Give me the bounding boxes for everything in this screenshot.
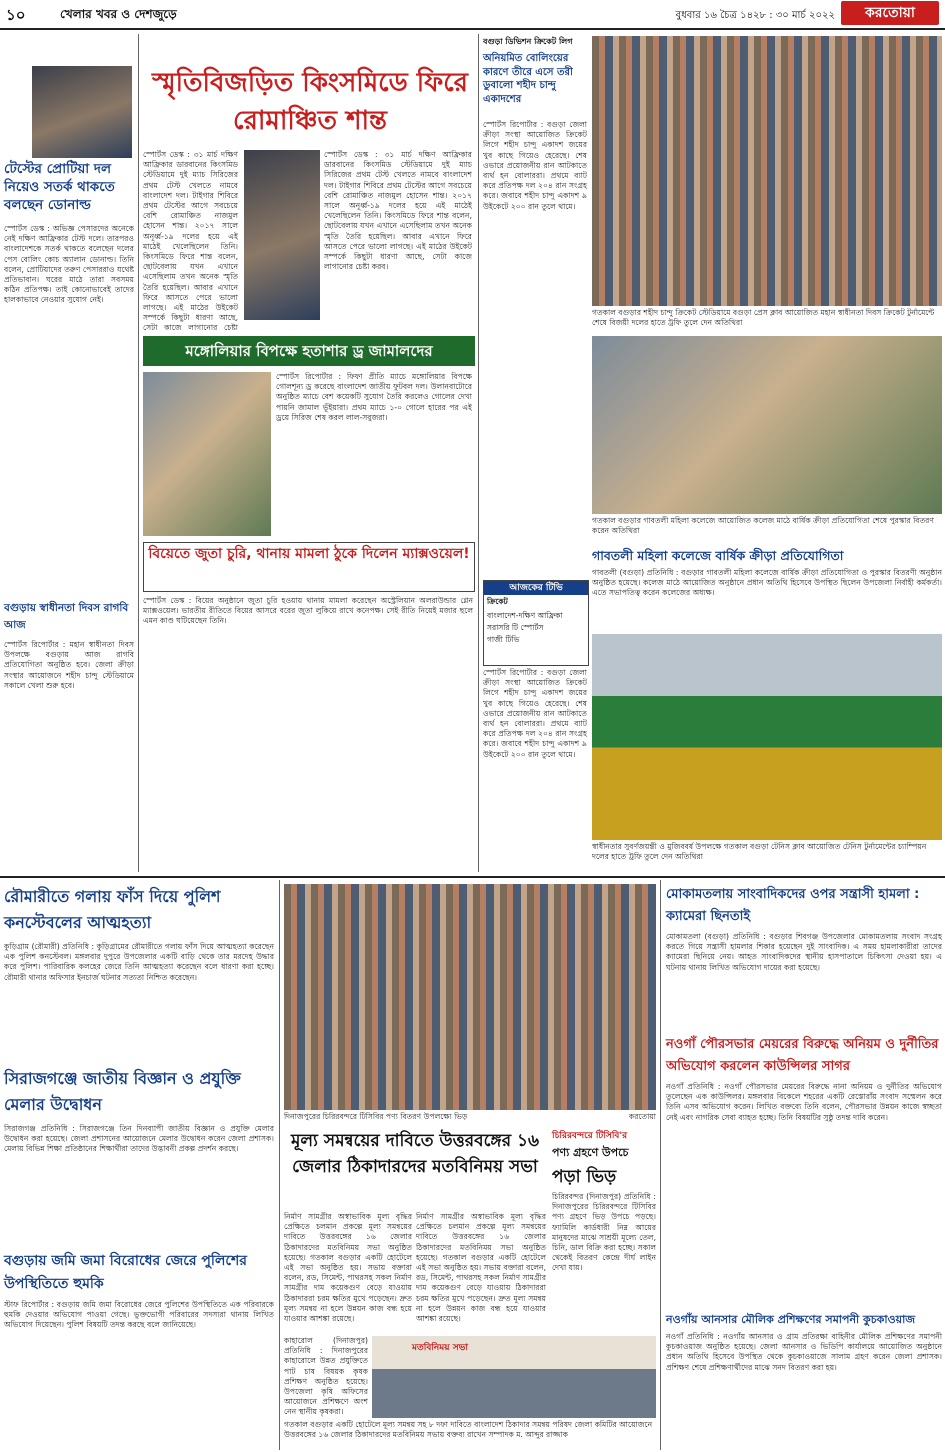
maxwell-photo [143,372,271,536]
newspaper-logo: করতোয়া [841,1,939,25]
maxwell-headline: বিয়েতে জুতা চুরি, থানায় মামলা ঠুকে দিলেন ম্যাক্সওয়েল! [143,542,475,592]
ansar-body: নওগাঁ প্রতিনিধি : নওগাঁয় আনসার ও গ্রাম প্রতিরক্ষা বাহিনীর মৌলিক প্রশিক্ষণের সমাপনী কুচকাওয়াজ অনুষ্ঠিত হয়েছে। জেলা আনসার ও ভিডিপি কার্যালয়ে আয়োজিত অনুষ্ঠানে প্রধান অতিথি হিসেবে উপস্থিত থেকে কুচকাওয়াজে সালাম গ্রহণ করেন জেলা প্রশাসক। প্রশিক্ষণ শেষে প্রশিক্ষণার্থীদের মাঝে সনদ বিতরণ করা হয়। [666,1332,942,1372]
bogura-land-headline: বগুড়ায় জমি জমা বিরোধের জেরে পুলিশের উপস্থিতিতে হুমকি [4,1253,247,1292]
cricket-photo-caption: গতকাল বগুড়ার শহীদ চান্দু ক্রিকেট স্টেডিয়ামে বগুড়া প্রেস ক্লাব আয়োজিত মহান স্বাধীনতা দিবস ক্রিকেট টুর্নামেন্টে শেষে বিজয়ী দলের হাতে ট্রফি তুলে দেন অতিথিরা [592,308,935,327]
tcb-crowd-photo [284,884,656,1110]
tennis-photo [592,634,942,840]
sirajganj-body: সিরাজগঞ্জ প্রতিনিধি : সিরাজগঞ্জে তিন দিনব্যাপী জাতীয় বিজ্ঞান ও প্রযুক্তি মেলার উদ্বোধন করা হয়েছে। জেলা প্রশাসনের আয়োজনে মেলার উদ্বোধন করেন জেলা প্রশাসক। মেলায় বিভিন্ন শিক্ষা প্রতিষ্ঠানের শিক্ষার্থীরা তাদের উদ্ভাবনী প্রকল্প প্রদর্শন করছে। [4,1124,274,1154]
cricket-body: স্পোর্টস রিপোর্টার : বগুড়া জেলা ক্রীড়া সংস্থা আয়োজিত ক্রিকেট লিগে শহীদ চান্দু একাদশ জয়ের খুব কাছে গিয়েও হেরেছে। শেষ ওভারে প্রয়োজনীয় রান আটকাতে ব্যর্থ হন বোলাররা। প্রথমে ব্যাট করে প্রতিপক্ষ দল ২০৪ রান সংগ্রহ করে। জবাবে শহীদ চান্দু একাদশ ৯ উইকেটে ২০০ রান তুলে থামে। [483,120,587,211]
donald-body: স্পোর্টস ডেস্ক : অভিজ্ঞ পেসারদের অনেকে নেই দক্ষিণ আফ্রিকার টেস্ট দলে। তারপরও বাংলাদেশকে সতর্ক থাকতে বলেছেন দলের পেস বোলিং কোচ অ্যালান ডোনাল্ড। তিনি বলেন, প্রোটিয়াদের তরুণ পেসাররাও যথেষ্ট প্রতিভাবান। ঘরের মাঠে তারা সবসময় কঠিন প্রতিপক্ষ। তাই কোনোভাবেই তাদের হালকাভাবে নেওয়ার সুযোগ নেই। [4,224,134,305]
issue-date: বুধবার ১৬ চৈত্র ১৪২৮ : ৩০ মার্চ ২০২২ [675,10,835,21]
page-header [0,0,945,30]
meeting-caption: গতকাল বগুড়ার একটি হোটেলে মূল্য সমন্বয় সহ ৮ দফা দাবিতে বাংলাদেশ ঠিকাদার সমন্বয় পরিষদ জেলা কমিটির আয়োজনে উত্তরবঙ্গের ১৬ জেলার ঠিকাদারদের মতবিনিময় সভায় বক্তব্য রাখেন সম্পাদক ম. আব্দুর রাজ্জাক [284,1420,653,1439]
mokamtala-body: মোকামতলা (বগুড়া) প্রতিনিধি : বগুড়ার শিবগঞ্জ উপজেলার মোকামতলায় সংবাদ সংগ্রহ করতে গিয়ে সন্ত্রাসী হামলার শিকার হয়েছেন দুই সাংবাদিক। এ সময় হামলাকারীরা তাদের ক্যামেরা ছিনিয়ে নেয়। আহত সাংবাদিকদের স্থানীয় হাসপাতালে চিকিৎসা দেওয়া হয়। এ ঘটনায় থানায় লিখিত অভিযোগ দায়ের করা হয়েছে। [666,932,942,972]
mokamtala-headline: মোকামতলায় সাংবাদিকদের ওপর সন্ত্রাসী হামলা : ক্যামেরা ছিনতাই [666,887,920,924]
tcb-photo-credit: করতোয়া [628,1112,656,1121]
meeting-photo [372,1336,656,1418]
tennis-photo-caption: স্বাধীনতার সুবর্ণজয়ন্তী ও মুজিববর্ষ উপলক্ষে গতকাল বগুড়া টেনিস ক্লাব আয়োজিত টেনিস টুর্নামেন্টের চ্যাম্পিয়ন দলের হাতে ট্রফি তুলে দেন অতিথিরা [592,842,927,861]
cricket-body-cont: স্পোর্টস রিপোর্টার : বগুড়া জেলা ক্রীড়া সংস্থা আয়োজিত ক্রিকেট লিগে শহীদ চান্দু একাদশ জয়ের খুব কাছে গিয়েও হেরেছে। শেষ ওভারে প্রয়োজনীয় রান আটকাতে ব্যর্থ হন বোলাররা। প্রথমে ব্যাট করে প্রতিপক্ষ দল ২০৪ রান সংগ্রহ করে। জবাবে শহীদ চান্দু একাদশ ৯ উইকেটে ২০০ রান তুলে থামে। [483,668,587,759]
tcb-headline-1: পণ্য গ্রহণে উপচে [552,1146,629,1159]
bogura-land-body: স্টাফ রিপোর্টার : বগুড়ায় জমি জমা বিরোধের জেরে পুলিশের উপস্থিতিতে এক পরিবারকে হুমকি দেওয়ার অভিযোগ পাওয়া গেছে। ভুক্তভোগী পরিবারের সদস্যরা থানায় লিখিত অভিযোগ দিয়েছেন। পুলিশ বিষয়টি তদন্ত করছে বলে জানিয়েছে। [4,1300,274,1330]
ansar-headline: নওগাঁয় আনসার মৌলিক প্রশিক্ষণের সমাপনী কুচকাওয়াজ [666,1313,916,1326]
mongolia-headline: মঙ্গোলিয়ার বিপক্ষে হতাশার ড্র জামালদের [143,336,475,366]
cricket-trophy-photo [592,36,942,306]
donald-photo [32,66,132,158]
gabtoli-photo-caption: গতকাল বগুড়ার গাবতলী মহিলা কলেজে আয়োজিত কলেজ মাঠে বার্ষিক ক্রীড়া প্রতিযোগিতা শেষে পুরস্কার বিতরণ করেন অতিথিরা [592,516,934,535]
today-tv-item: বাংলাদেশ-দক্ষিণ আফ্রিকা [487,611,563,620]
today-tv-item: সরাসরি টি স্পোর্টস [487,623,544,632]
kaharol-body: কাহারোল (দিনাজপুর) প্রতিনিধি : দিনাজপুরের কাহারোলে উন্নত প্রযুক্তিতে পাট চাষ বিষয়ক কৃষক প্রশিক্ষণ অনুষ্ঠিত হয়েছে। উপজেলা কৃষি অফিসের আয়োজনে প্রশিক্ষণে অংশ নেন স্থানীয় কৃষকরা। [284,1336,368,1417]
today-tv-box [483,580,589,666]
main-story-body-1: স্পোর্টস ডেস্ক : ৩১ মার্চ দক্ষিণ আফ্রিকার ডারবানের কিংসমিড স্টেডিয়ামে দুই ম্যাচ সিরিজের প্রথম টেস্ট খেলতে নামবে বাংলাদেশ দল। টাইগার শিবিরে প্রথম টেস্টের আগে সবচেয়ে বেশি রোমাঞ্চিত নাজমুল হোসেন শান্ত। ২০১৭ সালে অনূর্ধ্ব-১৯ দলের হয়ে এই মাঠেই খেলেছিলেন তিনি। কিংসমিডে ফিরে শান্ত বলেন, ছোটবেলায় যখন এখানে এসেছিলাম তখন অনেক স্মৃতি তৈরি হয়েছিল। আবার এখানে ফিরে আসতে পেরে ভালো লাগছে। এই মাঠের উইকেট সম্পর্কে কিছুটা ধারণা আছে, সেটা কাজে লাগানোর চেষ্টা [143,150,238,333]
page-number: ১০ [6,6,26,24]
naogaon-headline: নওগাঁ পৌরসভার মেয়রের বিরুদ্ধে অনিয়ম ও দুর্নীতির অভিযোগ করলেন কাউন্সিলর সাগর [666,1037,939,1074]
sirajganj-headline: সিরাজগঞ্জে জাতীয় বিজ্ঞান ও প্রযুক্তি মেলার উদ্বোধন [4,1069,241,1114]
contractor-body-1: নির্মাণ সামগ্রীর অস্বাভাবিক মূল্য বৃদ্ধির প্রেক্ষিতে চলমান প্রকল্পে মূল্য সমন্বয়ের দাবিতে উত্তরবঙ্গের ১৬ জেলার ঠিকাদারদের মতবিনিময় সভা অনুষ্ঠিত হয়েছে। গতকাল বগুড়ার একটি হোটেলে এই সভা অনুষ্ঠিত হয়। সভায় বক্তারা বলেন, রড, সিমেন্ট, পাথরসহ সকল নির্মাণ সামগ্রীর দাম কয়েকগুণ বেড়ে যাওয়ায় ঠিকাদাররা চরম ক্ষতির মুখে পড়েছেন। দ্রুত মূল্য সমন্বয় না হলে উন্নয়ন কাজ বন্ধ হয়ে যাওয়ার আশঙ্কা রয়েছে। [284,1212,412,1324]
tcb-body: চিরিরবন্দর (দিনাজপুর) প্রতিনিধি : দিনাজপুরের চিরিরবন্দরে টিসিবির পণ্য গ্রহণে ভিড় উপচে পড়ছে। ফ্যামিলি কার্ডধারী নিম্ন আয়ের মানুষদের মাঝে সাশ্রয়ী মূল্যে তেল, চিনি, ডাল বিক্রি করা হচ্ছে। সকাল থেকেই বিতরণ কেন্দ্রে দীর্ঘ লাইন দেখা যায়। [552,1192,656,1273]
naogaon-body: নওগাঁ প্রতিনিধি : নওগাঁ পৌরসভার মেয়রের বিরুদ্ধে নানা অনিয়ম ও দুর্নীতির অভিযোগ তুলেছেন এক কাউন্সিলর। মঙ্গলবার বিকেলে শহরের একটি রেস্তোরাঁয় সংবাদ সম্মেলন করে তিনি এসব অভিযোগ করেন। লিখিত বক্তব্যে তিনি বলেন, পৌরসভার উন্নয়ন কাজে স্বচ্ছতা নেই এবং নাগরিক সেবা ব্যাহত হচ্ছে। তিনি বিষয়টির সুষ্ঠু তদন্ত দাবি করেন। [666,1082,942,1122]
section-title: খেলার খবর ও দেশজুড়ে [60,7,177,21]
today-tv-item: গাজী টিভি [487,635,520,644]
cricket-headline: অনিয়মিত বোলিংয়ের কারণে তীরে এসে তরী ডুবালো শহীদ চান্দু একাদশের [483,53,573,105]
today-tv-title: আজকের টিভি [484,581,588,595]
tcb-headline-2: পড়া ভিড় [552,1167,617,1187]
gabtoli-headline: গাবতলী মহিলা কলেজে বার্ষিক ক্রীড়া প্রতিযোগিতা [592,548,844,563]
main-headline: স্মৃতিবিজড়িত কিংসমিডে ফিরে রোমাঞ্চিত শান্ত [152,68,468,136]
tcb-kicker: চিরিরবন্দরে টিসিবি'র [552,1131,628,1141]
mongolia-body: স্পোর্টস রিপোর্টার : ফিফা প্রীতি ম্যাচে মঙ্গোলিয়ার বিপক্ষে গোলশূন্য ড্র করেছে বাংলাদেশ জাতীয় ফুটবল দল। উলানবাটোরে অনুষ্ঠিত ম্যাচে বেশ কয়েকটি সুযোগ তৈরি করলেও গোলের দেখা পায়নি জামাল ভূঁইয়ারা। প্রথম ম্যাচে ১-০ গোলে হারের পর এই ড্রয়ে সিরিজ শেষ করল লাল-সবুজরা। [276,372,472,422]
contractor-headline: মূল্য সমন্বয়ের দাবিতে উত্তরবঙ্গের ১৬ জেলার ঠিকাদারদের মতবিনিময় সভা [290,1131,540,1177]
roumari-headline: রৌমারীতে গলায় ফাঁস দিয়ে পুলিশ কনস্টেবলের আত্মহত্যা [4,887,221,932]
gabtoli-body: গাবতলী (বগুড়া) প্রতিনিধি : বগুড়ার গাবতলী মহিলা কলেজে বার্ষিক ক্রীড়া প্রতিযোগিতা ও পুরস্কার বিতরণী অনুষ্ঠান অনুষ্ঠিত হয়েছে। কলেজ মাঠে আয়োজিত অনুষ্ঠানে প্রধান অতিথি হিসেবে উপস্থিত ছিলেন উপজেলা নির্বাহী কর্মকর্তা। এতে সভাপতিত্ব করেন কলেজের অধ্যক্ষ। [592,568,942,598]
independence-headline: বগুড়ায় স্বাধীনতা দিবস রাগবি আজ [4,602,129,631]
cricket-kicker: বগুড়া ডিভিশন ক্রিকেট লিগ [483,37,573,46]
shanto-photo [244,150,320,320]
roumari-body: কুড়িগ্রাম (রৌমারী) প্রতিনিধি : কুড়িগ্রামের রৌমারীতে গলায় ফাঁস দিয়ে আত্মহত্যা করেছেন এক পুলিশ কনস্টেবল। মঙ্গলবার দুপুরে উপজেলার একটি বাড়ি থেকে তার মরদেহ উদ্ধার করে পুলিশ। পারিবারিক কলহের জেরে তিনি আত্মহত্যা করেছেন বলে ধারণা করা হচ্ছে। রৌমারী থানার অফিসার ইনচার্জ ঘটনার সত্যতা নিশ্চিত করেছেন। [4,942,274,982]
tcb-photo-caption: দিনাজপুরের চিরিরবন্দরে টিসিবির পণ্য বিতরণ উপলক্ষ্যে ভিড় [284,1112,468,1121]
independence-body: স্পোর্টস রিপোর্টার : মহান স্বাধীনতা দিবস উপলক্ষে বগুড়ায় আজ রাগবি প্রতিযোগিতা অনুষ্ঠিত হবে। জেলা ক্রীড়া সংস্থার আয়োজনে শহীদ চান্দু স্টেডিয়ামে সকালে খেলা শুরু হবে। [4,640,134,690]
maxwell-body: স্পোর্টস ডেস্ক : বিয়ের অনুষ্ঠানে জুতা চুরি হওয়ায় থানায় মামলা করেছেন অস্ট্রেলিয়ান অলরাউন্ডার গ্লেন ম্যাক্সওয়েল। ভারতীয় রীতিতে বিয়ের আসরে বরের জুতা লুকিয়ে রাখে কনেপক্ষ। সেই রীতি নিয়েই মজার ছলে এমন কাণ্ড ঘটিয়েছেন তিনি। [143,596,473,626]
gabtoli-prize-photo [592,336,942,514]
contractor-body-2: নির্মাণ সামগ্রীর অস্বাভাবিক মূল্য বৃদ্ধির প্রেক্ষিতে চলমান প্রকল্পে মূল্য সমন্বয়ের দাবিতে উত্তরবঙ্গের ১৬ জেলার ঠিকাদারদের মতবিনিময় সভা অনুষ্ঠিত হয়েছে। গতকাল বগুড়ার একটি হোটেলে এই সভা অনুষ্ঠিত হয়। সভায় বক্তারা বলেন, রড, সিমেন্ট, পাথরসহ সকল নির্মাণ সামগ্রীর দাম কয়েকগুণ বেড়ে যাওয়ায় ঠিকাদাররা চরম ক্ষতির মুখে পড়েছেন। দ্রুত মূল্য সমন্বয় না হলে উন্নয়ন কাজ বন্ধ হয়ে যাওয়ার আশঙ্কা রয়েছে। [416,1212,546,1324]
meeting-banner: মতবিনিময় সভা [412,1343,468,1353]
donald-headline: টেস্টের প্রোটিয়া দল নিয়েও সতর্ক থাকতে বলছেন ডোনাল্ড [4,161,115,213]
main-story-body-2: স্পোর্টস ডেস্ক : ৩১ মার্চ দক্ষিণ আফ্রিকার ডারবানের কিংসমিড স্টেডিয়ামে দুই ম্যাচ সিরিজের প্রথম টেস্ট খেলতে নামবে বাংলাদেশ দল। টাইগার শিবিরে প্রথম টেস্টের আগে সবচেয়ে বেশি রোমাঞ্চিত নাজমুল হোসেন শান্ত। ২০১৭ সালে অনূর্ধ্ব-১৯ দলের হয়ে এই মাঠেই খেলেছিলেন তিনি। কিংসমিডে ফিরে শান্ত বলেন, ছোটবেলায় যখন এখানে এসেছিলাম তখন অনেক স্মৃতি তৈরি হয়েছিল। আবার এখানে ফিরে আসতে পেরে ভালো লাগছে। এই মাঠের উইকেট সম্পর্কে কিছুটা ধারণা আছে, সেটা কাজে লাগানোর চেষ্টা করব। [324,150,472,272]
today-tv-item: ক্রিকেট [487,597,508,606]
